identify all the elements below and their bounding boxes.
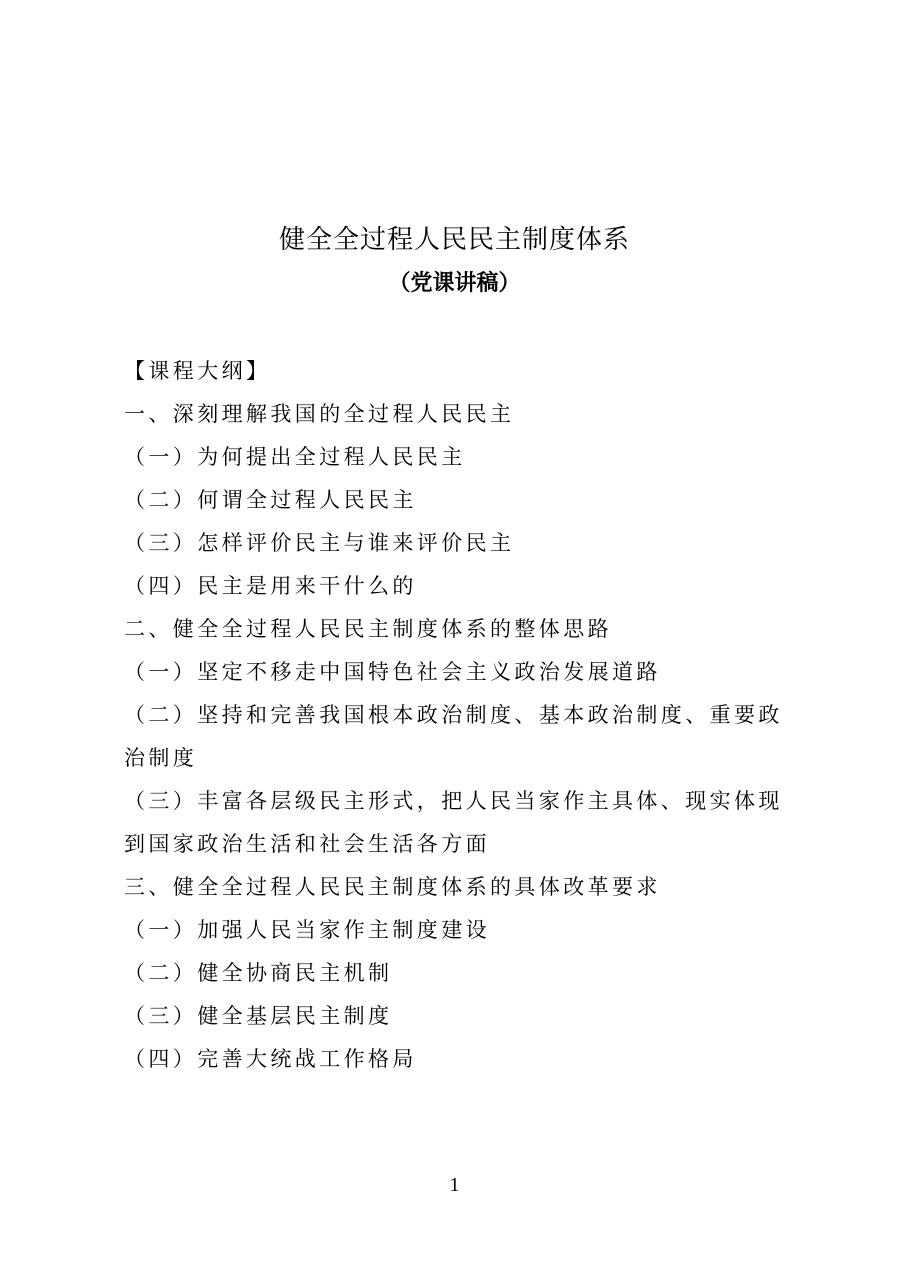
page-subtitle: （党课讲稿） (388, 271, 521, 296)
outline-section-3: 三、健全全过程人民民主制度体系的具体改革要求 (124, 875, 661, 899)
outline-item: （三）怎样评价民主与谁来评价民主 (124, 531, 515, 555)
outline-item: （四）完善大统战工作格局 (124, 1047, 417, 1071)
outline-item: （四）民主是用来干什么的 (124, 574, 417, 598)
outline-item: （一）加强人民当家作主制度建设 (124, 918, 490, 942)
page-number: 1 (449, 1174, 460, 1196)
outline-item: （一）为何提出全过程人民民主 (124, 445, 466, 469)
outline-section-2: 二、健全全过程人民民主制度体系的整体思路 (124, 617, 612, 641)
outline-item: （二）何谓全过程人民民主 (124, 488, 417, 512)
outline-item: （二）健全协商民主机制 (124, 961, 393, 985)
outline-heading: 【课程大纲】 (124, 359, 271, 383)
page-title: 健全全过程人民民主制度体系 (278, 225, 630, 255)
outline-item: （三）健全基层民主制度 (124, 1004, 393, 1028)
outline-item: （二）坚持和完善我国根本政治制度、基本政治制度、重要政治制度 (124, 703, 783, 770)
course-outline (124, 350, 796, 1081)
outline-item: （一）坚定不移走中国特色社会主义政治发展道路 (124, 660, 661, 684)
outline-item: （三）丰富各层级民主形式，把人民当家作主具体、现实体现到国家政治生活和社会生活各方面 (124, 789, 783, 856)
outline-section-1: 一、深刻理解我国的全过程人民民主 (124, 402, 515, 426)
